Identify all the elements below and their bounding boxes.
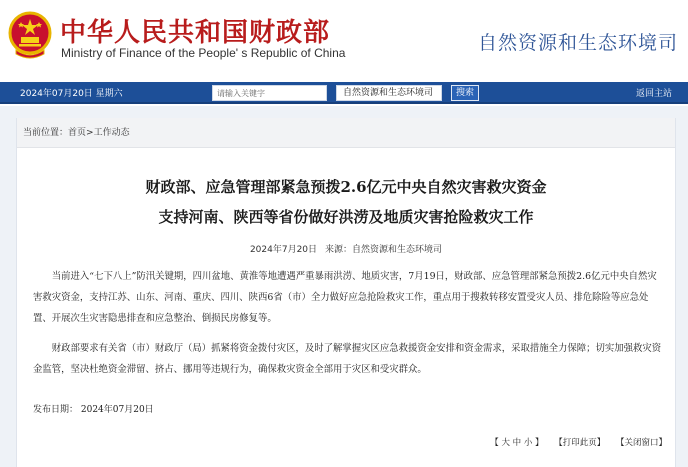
search-button[interactable]: 搜索 (451, 85, 479, 101)
breadcrumb-home-link[interactable]: 首页 (68, 128, 87, 138)
article-tools (482, 436, 667, 448)
article-paragraph: 财政部要求有关省（市）财政厅（局）抓紧将资金拨付灾区，及时了解掌握灾区应急救援资金安排和资金需求，采取措施全力保障；切实加强救灾资金监管，坚决杜绝资金滞留、挤占、挪用等违规行为，确保救灾资金全部用于灾区和受灾群众。 (33, 343, 662, 375)
department-name: 自然资源和生态环境司 (477, 32, 678, 54)
site-title-cn: 中华人民共和国财政部 (60, 18, 331, 48)
return-home-link[interactable]: 返回主站 (635, 89, 672, 99)
article-title-line-2: 支持河南、陕西等省份做好洪涝及地质灾害抢险救灾工作 (158, 208, 534, 226)
article-panel (16, 118, 676, 467)
publish-date: 发布日期： 2024年07月20日 (33, 405, 154, 415)
article-meta (17, 242, 675, 255)
article-title-line-1: 财政部、应急管理部紧急预拨2.6亿元中央自然灾害救灾资金 (145, 178, 547, 196)
search-input[interactable] (212, 85, 327, 101)
close-window-link[interactable]: 【关闭窗口】 (615, 438, 667, 448)
breadcrumb (17, 118, 675, 148)
article-paragraph: 当前进入“七下八上”防汛关键期，四川盆地、黄淮等地遭遇严重暴雨洪涝、地质灾害，7月19日，财政部、应急管理部紧急预拨2.6亿元中央自然灾害救灾资金，支持江苏、山东、河南、重庆、四川、陕西6省（市）全力做好应急抢险救灾工作，重点用于搜救转移安置受灾人员、排危除险等应急处置、开展次生灾害隐患排查和应急整治、倒损民房修复等。 (33, 271, 657, 324)
site-title-en: Ministry of Finance of the People' s Republic of China (61, 46, 346, 60)
breadcrumb-current-link[interactable]: 工作动态 (93, 128, 130, 138)
site-header (0, 0, 688, 80)
font-size-control[interactable]: 【 大 中 小 】 (490, 438, 544, 448)
print-page-link[interactable]: 【打印此页】 (554, 438, 606, 448)
current-date: 2024年07月20日 星期六 (20, 89, 123, 99)
national-emblem-icon (8, 10, 52, 60)
breadcrumb-separator: > (86, 128, 94, 138)
article-source: 自然资源和生态环境司 (352, 245, 443, 255)
search-scope-select[interactable]: 自然资源和生态环境司 (336, 85, 442, 101)
article-source-prefix: 来源： (325, 245, 353, 255)
nav-bar (0, 82, 688, 104)
breadcrumb-prefix: 当前位置： (23, 128, 69, 138)
article-date: 2024年7月20日 (249, 245, 318, 255)
